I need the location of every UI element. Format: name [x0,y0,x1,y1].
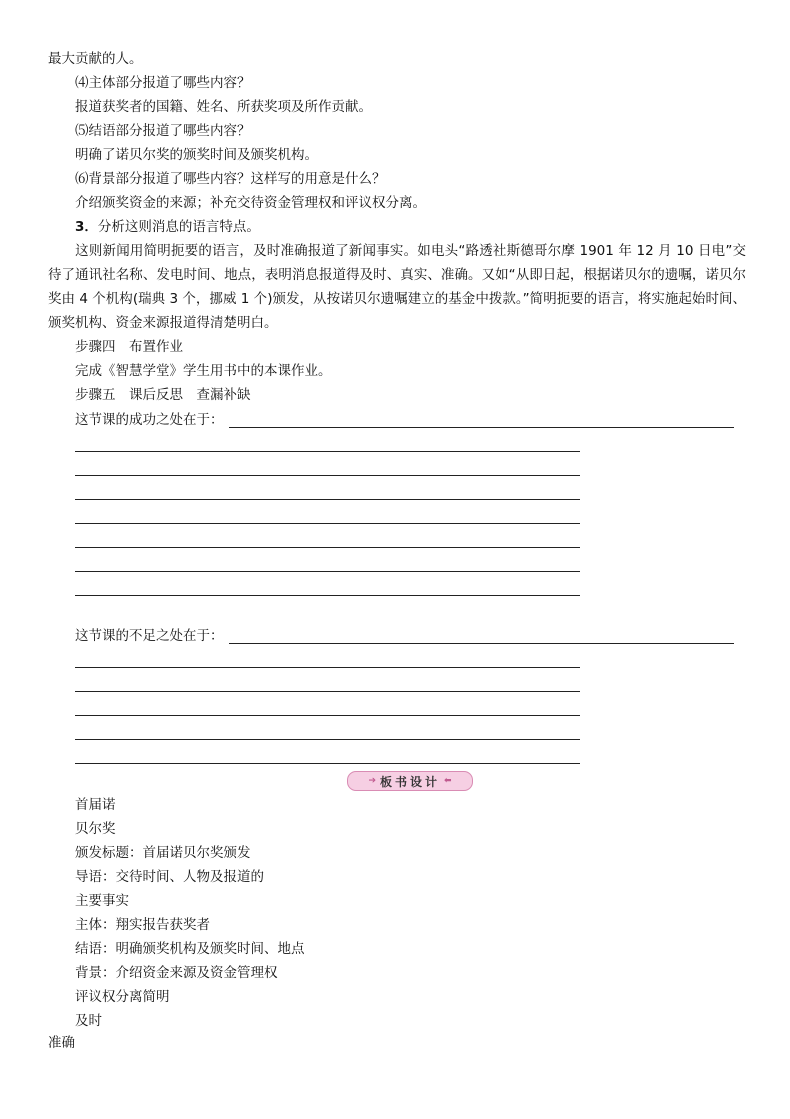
step-5-heading: 步骤五 课后反思 查漏补缺 [75,387,251,403]
section-title: 分析这则消息的语言特点。 [97,219,260,235]
question-6: ⑹背景部分报道了哪些内容？这样写的用意是什么？ [75,171,386,187]
text-line: 最大贡献的人。 [48,51,143,67]
write-line [75,667,580,668]
write-line [75,547,580,548]
answer-4: 报道获奖者的国籍、姓名、所获奖项及所作贡献。 [75,99,372,115]
write-line [75,739,580,740]
paragraph-text: 这则新闻用简明扼要的语言，及时准确报道了新闻事实。如电头“路透社斯德哥尔摩 1901 年 12 月 10 日电”交待了通讯社名称、发电时间、地点，表明消息报道得及时、真实、准确。又如“从即日起，根据诺贝尔的遗嘱，诺贝尔奖由 4 个机构(瑞典 3 个，挪威 1 个)颁发，从按诺贝尔遗嘱建立的基金中拨款。”简明扼要的语言，将实施起始时间、颁奖机构、资金来源报道得清楚明白。 [48,243,746,331]
badge-label: 板书设计 [379,774,440,789]
write-line [75,715,580,716]
success-label: 这节课的成功之处在于： [75,412,224,428]
write-line [75,595,580,596]
write-line [75,763,580,764]
board-line: 导语：交待时间、人物及报道的 [75,869,264,885]
board-line: 首届诺 [75,797,116,813]
section-3-heading [75,218,260,236]
answer-5: 明确了诺贝尔奖的颁奖时间及颁奖机构。 [75,147,318,163]
step-4-heading: 步骤四 布置作业 [75,339,183,355]
board-line: 及时 [75,1013,102,1029]
board-line: 背景：介绍资金来源及资金管理权 [75,965,278,981]
homework-text: 完成《智慧学堂》学生用书中的本课作业。 [75,363,332,379]
language-analysis-paragraph [48,239,746,335]
board-line: 主体：翔实报告获奖者 [75,917,210,933]
write-line [75,475,580,476]
write-line [75,499,580,500]
board-design-badge [347,771,473,791]
board-line: 贝尔奖 [75,821,116,837]
write-line [75,571,580,572]
board-line: 评议权分离简明 [75,989,170,1005]
board-line: 准确 [48,1035,75,1051]
board-line: 结语：明确颁奖机构及颁奖时间、地点 [75,941,305,957]
write-line [229,427,734,428]
shortfall-label: 这节课的不足之处在于： [75,628,224,644]
write-line [75,523,580,524]
board-line: 主要事实 [75,893,129,909]
question-5: ⑸结语部分报道了哪些内容？ [75,123,251,139]
section-number: 3． [75,219,98,235]
arrow-right-icon: ➔ [368,776,376,786]
answer-6: 介绍颁奖资金的来源；补充交待资金管理权和评议权分离。 [75,195,426,211]
question-4: ⑷主体部分报道了哪些内容？ [75,75,251,91]
arrow-left-icon: ⬅ [444,776,452,786]
write-line [229,643,734,644]
write-line [75,691,580,692]
write-line [75,451,580,452]
board-line: 颁发标题：首届诺贝尔奖颁发 [75,845,251,861]
